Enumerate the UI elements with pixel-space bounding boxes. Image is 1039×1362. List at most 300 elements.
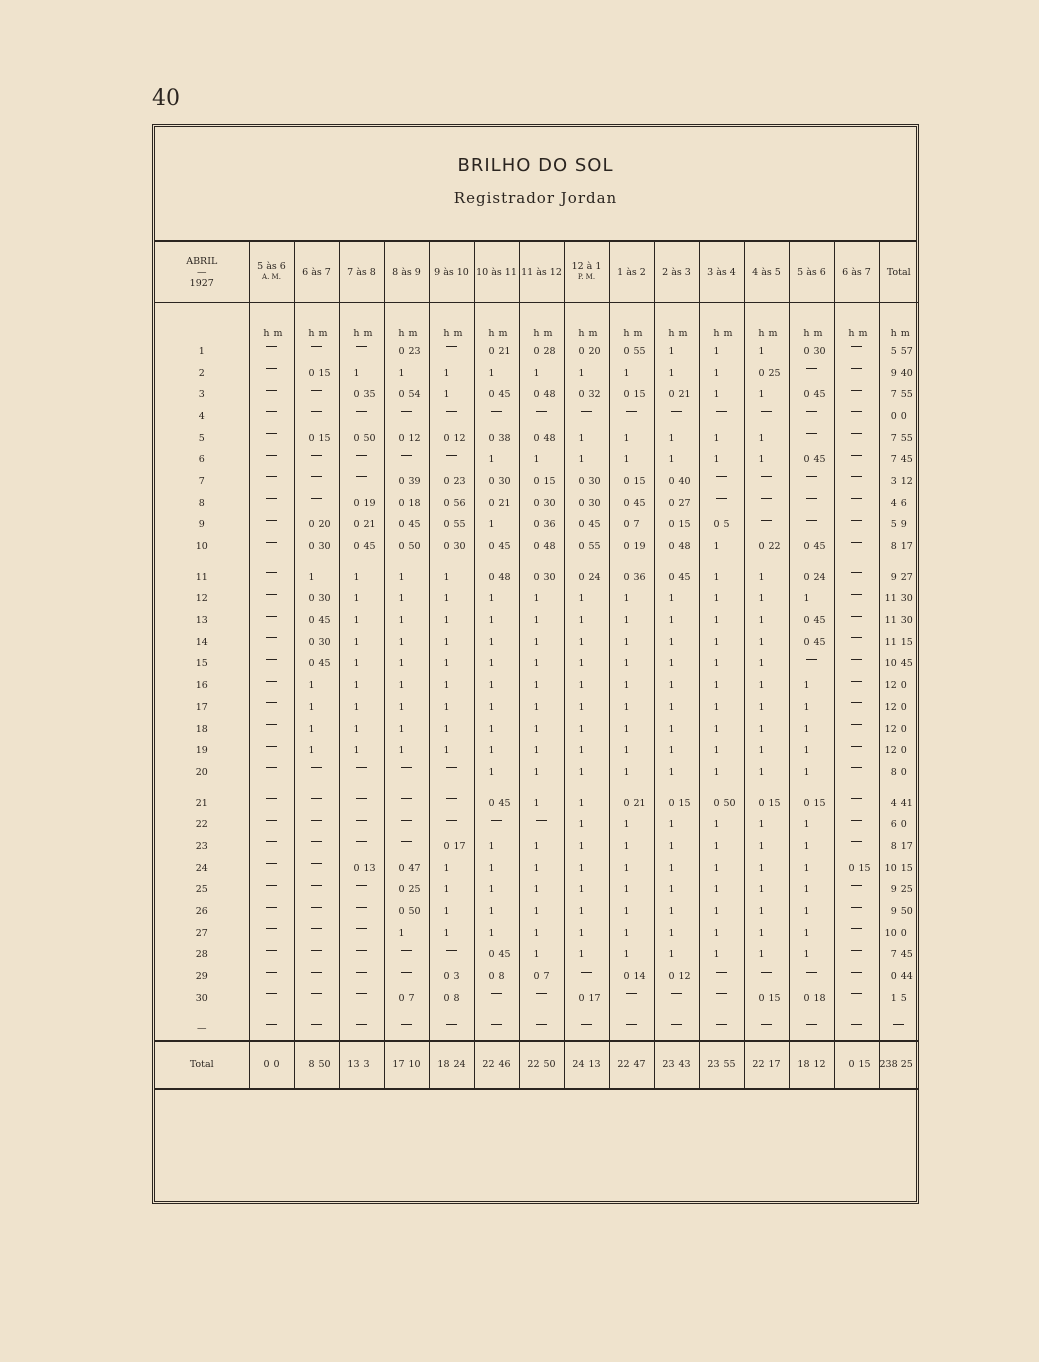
dash-mark (266, 950, 277, 961)
value-cell (294, 719, 339, 741)
hours-value: 1 (623, 658, 630, 670)
hours-value: 1 (668, 949, 675, 961)
dash-mark (266, 885, 277, 896)
value-cell (339, 923, 384, 945)
minutes-value: 30 (588, 475, 601, 487)
unit-h: h (488, 328, 495, 339)
value-cell (519, 966, 564, 988)
value-cell (384, 610, 429, 632)
value-cell (654, 567, 699, 589)
units-cell (249, 303, 294, 342)
value-cell (834, 901, 879, 923)
value-cell (564, 536, 609, 558)
value-cell (474, 923, 519, 945)
table-row (155, 836, 918, 858)
hours-value: 1 (353, 680, 360, 692)
day-cell: 12 (195, 593, 208, 605)
value-cell (879, 719, 918, 741)
hours-value: 0 (488, 345, 495, 357)
hours-value: 0 (890, 410, 897, 422)
minutes-value: 0 (900, 745, 907, 757)
value-cell (879, 793, 918, 815)
gap-cell (609, 558, 654, 567)
value-cell (609, 988, 654, 1010)
value-cell (699, 901, 744, 923)
value-cell (564, 966, 609, 988)
dash-mark (311, 820, 322, 831)
value-cell (339, 610, 384, 632)
dash-mark (851, 724, 862, 735)
sunshine-table (155, 242, 918, 1090)
dash-mark (851, 346, 862, 357)
table-row (155, 719, 918, 741)
hours-value: 1 (488, 658, 495, 670)
table-row (155, 493, 918, 515)
minutes-value: 45 (813, 454, 826, 466)
value-cell (519, 406, 564, 428)
minutes-value: 45 (498, 389, 511, 401)
minutes-value: 15 (678, 519, 691, 531)
value-cell (339, 363, 384, 385)
hours-value: 1 (713, 723, 720, 735)
hours-value: 22 (752, 1059, 765, 1071)
table-body (155, 303, 918, 1090)
minutes-value: 25 (900, 884, 913, 896)
dash-mark (851, 841, 862, 852)
minutes-value: 21 (678, 389, 691, 401)
value-cell (519, 1019, 564, 1042)
value-cell (609, 471, 654, 493)
gap-cell (654, 784, 699, 793)
dash-mark (851, 681, 862, 692)
value-cell (339, 697, 384, 719)
total-cell (294, 1041, 339, 1089)
minutes-value: 9 (900, 519, 907, 531)
dash-mark (851, 767, 862, 778)
value-cell (699, 406, 744, 428)
value-cell (609, 406, 654, 428)
value-cell (744, 923, 789, 945)
dash-mark (851, 637, 862, 648)
value-cell (654, 697, 699, 719)
value-cell (564, 814, 609, 836)
hours-value: 0 (578, 345, 585, 357)
value-cell (789, 632, 834, 654)
value-cell (879, 363, 918, 385)
gap-cell (519, 558, 564, 567)
table-row (155, 632, 918, 654)
value-cell (339, 966, 384, 988)
hours-value: 0 (668, 541, 675, 553)
value-cell (609, 858, 654, 880)
gap-cell (384, 784, 429, 793)
value-cell (339, 341, 384, 363)
minutes-value: 21 (498, 345, 511, 357)
minutes-value: 12 (900, 475, 913, 487)
hours-value: 1 (713, 906, 720, 918)
value-cell (249, 675, 294, 697)
hours-value: 0 (443, 840, 450, 852)
value-cell (879, 988, 918, 1010)
hours-value: 23 (707, 1059, 720, 1071)
minutes-value: 3 (453, 971, 460, 983)
value-cell (474, 567, 519, 589)
value-cell (384, 901, 429, 923)
value-cell (249, 654, 294, 676)
column-header (429, 242, 474, 303)
value-cell (339, 384, 384, 406)
units-cell (609, 303, 654, 342)
hours-value: 0 (578, 541, 585, 553)
hours-value: 1 (533, 745, 540, 757)
minutes-value: 40 (900, 367, 913, 379)
dash-mark (266, 724, 277, 735)
hours-value: 1 (353, 615, 360, 627)
value-cell (294, 945, 339, 967)
minutes-value: 15 (813, 797, 826, 809)
value-cell (474, 697, 519, 719)
value-cell (879, 536, 918, 558)
value-cell (249, 449, 294, 471)
value-cell (699, 341, 744, 363)
gap-cell (789, 1010, 834, 1019)
unit-h: h (533, 328, 540, 339)
dash-mark (671, 411, 682, 422)
dash-mark (266, 433, 277, 444)
hours-value: 23 (662, 1059, 675, 1071)
minutes-value: 38 (498, 432, 511, 444)
minutes-value: 30 (900, 615, 913, 627)
hours-value: 1 (713, 766, 720, 778)
units-cell (474, 303, 519, 342)
value-cell (384, 567, 429, 589)
dash-mark (356, 993, 367, 1004)
column-header (699, 242, 744, 303)
value-cell (294, 966, 339, 988)
dash-mark (491, 993, 502, 1004)
dash-mark (401, 820, 412, 831)
value-cell (834, 880, 879, 902)
minutes-value: 18 (813, 992, 826, 1004)
hours-value: 7 (890, 389, 897, 401)
value-cell (654, 493, 699, 515)
value-cell (879, 901, 918, 923)
dash-mark (446, 798, 457, 809)
value-cell (294, 901, 339, 923)
minutes-value: 30 (543, 571, 556, 583)
hours-value: 5 (890, 345, 897, 357)
hours-value: 1 (803, 906, 810, 918)
unit-m: m (900, 328, 910, 339)
value-cell (249, 762, 294, 784)
hours-value: 1 (533, 636, 540, 648)
hours-value: 0 (803, 797, 810, 809)
hours-value: 1 (578, 615, 585, 627)
minutes-value: 0 (900, 410, 907, 422)
value-cell (249, 567, 294, 589)
value-cell (474, 901, 519, 923)
value-cell (249, 697, 294, 719)
minutes-value: 30 (453, 541, 466, 553)
hours-value: 1 (623, 927, 630, 939)
value-cell (564, 384, 609, 406)
value-cell (249, 814, 294, 836)
minutes-value: 22 (768, 541, 781, 553)
value-cell (609, 567, 654, 589)
value-cell (654, 428, 699, 450)
unit-m: m (633, 328, 643, 339)
row-gap (155, 558, 918, 567)
dash-mark (716, 972, 727, 983)
value-cell (474, 406, 519, 428)
dash-mark (851, 798, 862, 809)
value-cell (744, 449, 789, 471)
hours-value: 0 (533, 345, 540, 357)
value-cell (699, 719, 744, 741)
value-cell (384, 406, 429, 428)
value-cell (699, 858, 744, 880)
value-cell (384, 762, 429, 784)
dash-mark (806, 411, 817, 422)
value-cell (429, 923, 474, 945)
dash-mark (266, 702, 277, 713)
hours-value: 0 (668, 497, 675, 509)
value-cell (789, 363, 834, 385)
table-row (155, 567, 918, 589)
value-cell (429, 793, 474, 815)
value-cell (609, 515, 654, 537)
page-number: 40 (152, 86, 180, 111)
minutes-value: 15 (543, 475, 556, 487)
minutes-value: 50 (408, 541, 421, 553)
total-cell (564, 1041, 609, 1089)
hours-value: 1 (713, 819, 720, 831)
hours-value: 1 (488, 615, 495, 627)
hours-value: 0 (398, 389, 405, 401)
value-cell (294, 610, 339, 632)
hours-value: 1 (443, 636, 450, 648)
value-cell (609, 341, 654, 363)
dash-mark (851, 950, 862, 961)
value-cell (474, 493, 519, 515)
dash-mark (401, 455, 412, 466)
dash-mark (851, 972, 862, 983)
hours-value: 1 (890, 992, 897, 1004)
gap-cell (339, 558, 384, 567)
dash-mark (401, 950, 412, 961)
minutes-value: 18 (408, 497, 421, 509)
unit-m: m (588, 328, 598, 339)
value-cell (789, 384, 834, 406)
value-cell (699, 654, 744, 676)
value-cell (879, 384, 918, 406)
hours-value: 1 (623, 766, 630, 778)
value-cell (339, 632, 384, 654)
minutes-value: 45 (813, 541, 826, 553)
hours-value: 0 (398, 345, 405, 357)
gap-cell (789, 558, 834, 567)
hours-value: 0 (308, 615, 315, 627)
value-cell (294, 697, 339, 719)
hours-value: 0 (533, 519, 540, 531)
minutes-value: 15 (858, 1059, 871, 1071)
value-cell (519, 719, 564, 741)
minutes-value: 15 (318, 432, 331, 444)
value-cell (474, 428, 519, 450)
value-cell (384, 384, 429, 406)
hours-value: 1 (533, 658, 540, 670)
value-cell (789, 945, 834, 967)
value-cell (609, 814, 654, 836)
minutes-value: 48 (543, 541, 556, 553)
dash-mark (266, 455, 277, 466)
units-cell (564, 303, 609, 342)
gap-cell (699, 784, 744, 793)
minutes-value: 8 (498, 971, 505, 983)
minutes-value: 48 (498, 571, 511, 583)
value-cell (564, 632, 609, 654)
dash-mark (491, 1024, 502, 1035)
hours-value: 13 (347, 1059, 360, 1071)
value-cell (564, 880, 609, 902)
value-cell (564, 697, 609, 719)
value-cell (474, 341, 519, 363)
total-cell (879, 1041, 918, 1089)
units-cell (789, 303, 834, 342)
day-cell: 30 (195, 992, 208, 1004)
value-cell (564, 589, 609, 611)
hours-value: 0 (623, 475, 630, 487)
dash-mark (581, 411, 592, 422)
total-cell (519, 1041, 564, 1089)
minutes-value: 47 (408, 862, 421, 874)
value-cell (519, 384, 564, 406)
minutes-value: 39 (408, 475, 421, 487)
hours-value: 1 (443, 593, 450, 605)
minutes-value: 50 (543, 1059, 556, 1071)
hours-value: 1 (803, 766, 810, 778)
minutes-value: 27 (678, 497, 691, 509)
hours-value: 1 (488, 906, 495, 918)
value-cell (339, 793, 384, 815)
hours-value: 1 (713, 658, 720, 670)
minutes-value: 41 (900, 797, 913, 809)
value-cell (384, 697, 429, 719)
unit-h: h (890, 328, 897, 339)
value-cell (294, 836, 339, 858)
hours-value: 0 (353, 389, 360, 401)
dash-mark (581, 1024, 592, 1035)
day-cell: 25 (195, 884, 208, 896)
minutes-value: 21 (363, 519, 376, 531)
day-cell: 14 (195, 636, 208, 648)
value-cell (744, 589, 789, 611)
hours-value: 1 (353, 636, 360, 648)
units-cell (339, 303, 384, 342)
value-cell (384, 632, 429, 654)
dash-mark (626, 993, 637, 1004)
hours-value: 0 (443, 971, 450, 983)
value-cell (789, 406, 834, 428)
minutes-value: 45 (408, 519, 421, 531)
value-cell (519, 610, 564, 632)
value-cell (474, 740, 519, 762)
value-cell (384, 880, 429, 902)
dash-mark (356, 346, 367, 357)
hours-value: 1 (578, 680, 585, 692)
minutes-value: 55 (453, 519, 466, 531)
hours-value: 0 (353, 862, 360, 874)
value-cell (699, 966, 744, 988)
table-row (155, 610, 918, 632)
hours-value: 1 (623, 745, 630, 757)
minutes-value: 25 (768, 367, 781, 379)
hours-value: 1 (308, 701, 315, 713)
dash-mark (311, 390, 322, 401)
value-cell (564, 610, 609, 632)
units-cell (744, 303, 789, 342)
value-cell (834, 793, 879, 815)
hours-value: 1 (623, 819, 630, 831)
hours-value: 0 (623, 389, 630, 401)
dash-mark (851, 572, 862, 583)
value-cell (339, 406, 384, 428)
dash-mark (311, 798, 322, 809)
dash-mark (851, 702, 862, 713)
value-cell (879, 449, 918, 471)
dash-mark (446, 767, 457, 778)
value-cell (879, 567, 918, 589)
value-cell (789, 988, 834, 1010)
hours-value: 0 (803, 389, 810, 401)
gap-cell (789, 784, 834, 793)
value-cell (789, 449, 834, 471)
value-cell (609, 610, 654, 632)
dash-mark (851, 928, 862, 939)
minutes-value: 19 (633, 541, 646, 553)
value-cell (429, 762, 474, 784)
gap-cell (155, 784, 249, 793)
hours-value: 0 (533, 475, 540, 487)
dash-mark (266, 594, 277, 605)
value-cell (339, 449, 384, 471)
value-cell (744, 719, 789, 741)
value-cell (384, 793, 429, 815)
value-cell (384, 988, 429, 1010)
value-cell (339, 515, 384, 537)
gap-cell (429, 1010, 474, 1019)
hours-value: 1 (803, 819, 810, 831)
total-cell (834, 1041, 879, 1089)
hours-value: 7 (890, 432, 897, 444)
value-cell (789, 966, 834, 988)
value-cell (474, 966, 519, 988)
value-cell (789, 762, 834, 784)
minutes-value: 12 (408, 432, 421, 444)
table-row (155, 341, 918, 363)
hours-value: 1 (803, 701, 810, 713)
hours-value: 1 (623, 862, 630, 874)
hours-value: 0 (578, 389, 585, 401)
value-cell (519, 988, 564, 1010)
value-cell (879, 880, 918, 902)
value-cell (609, 632, 654, 654)
hours-value: 9 (890, 906, 897, 918)
value-cell (429, 740, 474, 762)
value-cell (519, 675, 564, 697)
unit-h: h (848, 328, 855, 339)
column-header (294, 242, 339, 303)
